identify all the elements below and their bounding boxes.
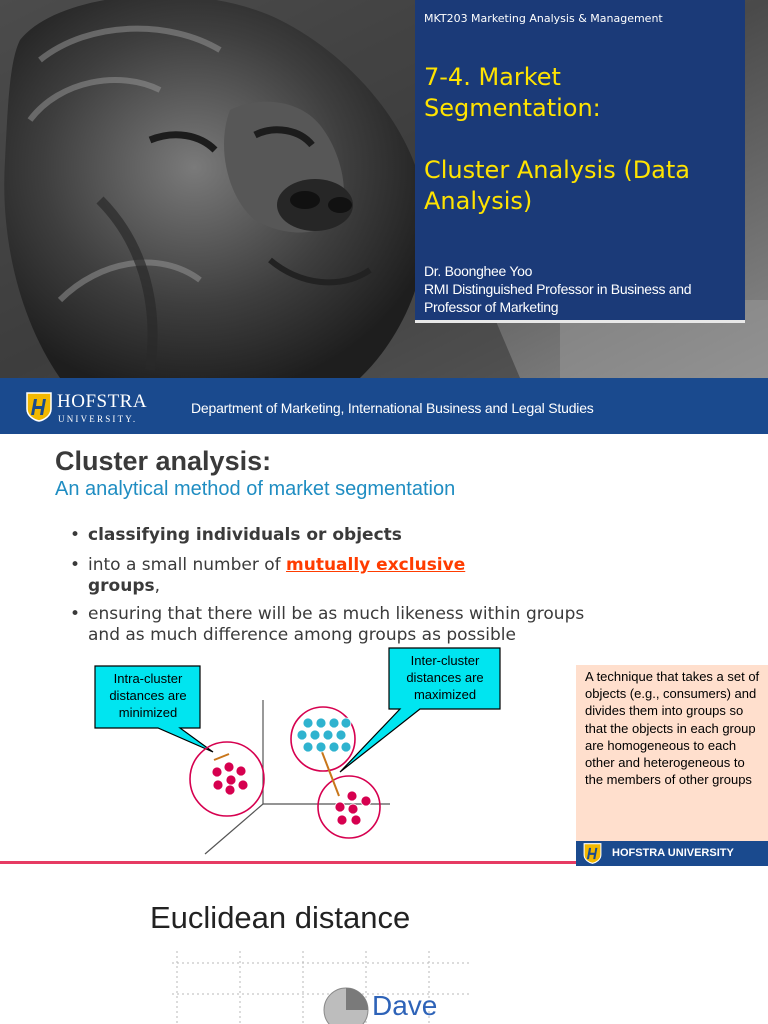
bullet-text-part: , (154, 576, 161, 596)
dave-marker-shade (346, 988, 368, 1010)
callout-inter-text: Inter-cluster distances are maximized (406, 653, 484, 702)
cluster-analysis-slide (0, 434, 768, 866)
slide-title (424, 62, 734, 217)
author-name: Dr. Boonghee Yoo (424, 263, 533, 279)
definition-text: A technique that takes a set of objects (e.g., consumers) and divides them into groups so that the objects in each group are homogeneous to each other and heterogeneous to the members of other groups (585, 669, 760, 788)
hofstra-shield-icon (26, 392, 52, 422)
bullet-text: classifying individuals or objects (88, 525, 402, 545)
callout-intra-text: Intra-cluster distances are minimized (109, 671, 187, 720)
university-bar (0, 378, 768, 434)
inter-distance-line (322, 752, 339, 796)
department-name: Department of Marketing, International Business and Legal Studies (191, 400, 594, 416)
axis-z (205, 804, 263, 854)
hofstra-shield-icon (583, 843, 602, 864)
bullet-dot-icon: • (70, 604, 81, 624)
point-label-dave: Dave (372, 990, 438, 1021)
bullet-text-part: into a small number of (88, 555, 287, 575)
cluster-diagram (0, 434, 576, 866)
footer-rule (0, 861, 576, 864)
course-code: MKT203 Marketing Analysis & Management (424, 12, 663, 25)
university-subtitle: UNIVERSITY. (58, 414, 138, 424)
slide-heading: Euclidean distance (150, 900, 411, 935)
euclidean-slide (0, 866, 768, 1024)
title-box (415, 0, 745, 323)
bullet-dot-icon: • (70, 525, 81, 545)
definition-box (576, 665, 768, 841)
bullet-text-bold: groups (88, 576, 155, 596)
badge-text: HOFSTRA UNIVERSITY (612, 847, 734, 859)
cluster-points-bottom (335, 791, 371, 825)
slide-subheading: An analytical method of market segmentation (55, 478, 456, 500)
author-info (424, 262, 691, 316)
hofstra-badge (576, 841, 768, 866)
title-line: Segmentation: (424, 94, 601, 122)
author-title: RMI Distinguished Professor in Business and (424, 281, 692, 297)
bullet-text: ensuring that there will be as much likeness within groups and as much difference among groups as possible (88, 604, 585, 645)
intra-distance-line (214, 754, 229, 760)
bullet-dot-icon: • (70, 555, 81, 575)
cluster-points-left (212, 762, 248, 795)
cluster-points-top (297, 718, 351, 752)
university-name: HOFSTRA (57, 391, 148, 412)
title-line: Cluster Analysis (Data (424, 156, 690, 184)
highlighted-term: mutually exclusive (286, 555, 466, 575)
title-line: 7-4. Market (424, 63, 561, 91)
author-title: Professor of Marketing (424, 299, 559, 315)
title-line: Analysis) (424, 187, 533, 215)
slide-heading: Cluster analysis: (55, 446, 272, 476)
title-slide (0, 0, 768, 434)
title-line (424, 124, 734, 155)
